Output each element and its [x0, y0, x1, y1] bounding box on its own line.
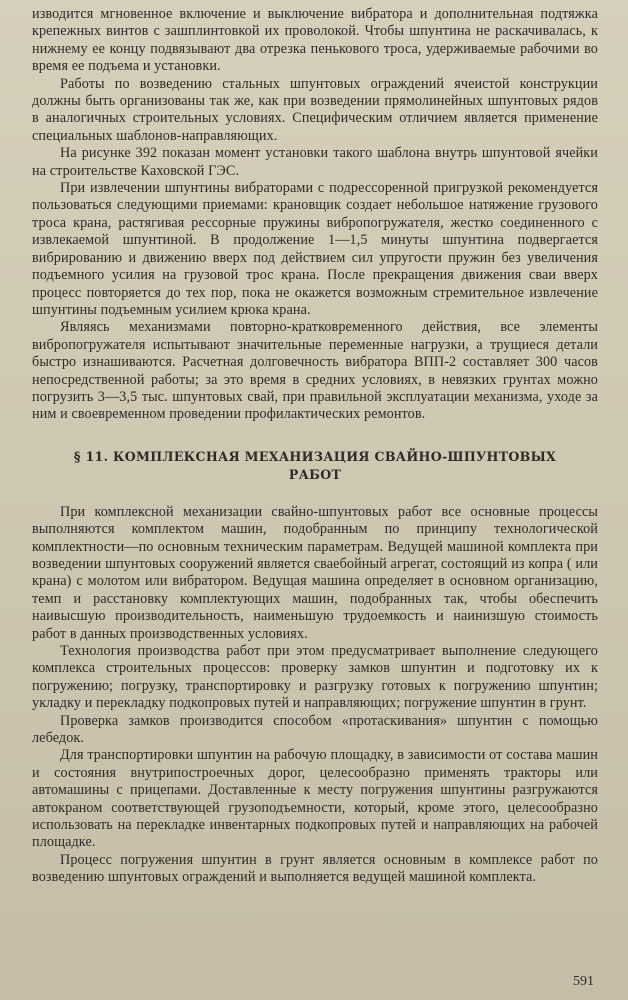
- paragraph: Работы по возведению стальных шпунтовых ограждений ячеистой конструкции должны быть организованы так же, как при возведении прямолинейных шпунтовых рядов в аналогичных строительных условиях. Специфическим отличием является применение специальных шаблонов-направляющих.: [32, 75, 598, 144]
- paragraph: Для транспортировки шпунтин на рабочую площадку, в зависимости от состава машин и состояния внутрипостроечных дорог, целесообразно применять тракторы или автомашины с прицепами. Доставленные к месту погружения шпунтины разгружаются автокраном соответствующей грузоподъемности, который, кроме этого, целесообразно использовать на перекладке инвентарных подкопровых путей и направляющих на рабочей площадке.: [32, 747, 598, 851]
- paragraph: изводится мгновенное включение и выключение вибратора и дополнительная подтяжка крепежных винтов с зашплинтовкой их проволокой. Чтобы шпунтина не раскачивалась, к нижнему ее концу подвязывают два отрезка пенькового троса, удерживаемые рабочими во время ее подъема и установки.: [32, 6, 598, 75]
- section-heading-line2: РАБОТ: [288, 466, 342, 482]
- paragraph: Технология производства работ при этом предусматривает выполнение следующего комплекса строительных процессов: проверку замков шпунтин и подготовку их к погружению; погрузку, транспортировку и разгрузку готовых к погружению шпунтин; укладку и перекладку подкопровых путей и направляющих; погружение шпунтин в грунт.: [32, 643, 598, 712]
- section-heading: [52, 448, 578, 484]
- paragraph: Процесс погружения шпунтин в грунт является основным в комплексе работ по возведению шпунтовых ограждений и выполняется ведущей машиной комплекта.: [32, 851, 598, 886]
- paragraph: При комплексной механизации свайно-шпунтовых работ все основные процессы выполняются комплектом машин, подобранным по принципу технологической комплектности—по основным техническим параметрам. Ведущей машиной комплекта при возведении шпунтовых сооружений является сваебойный агрегат, состоящий из копра ( или крана) с молотом или вибратором. Ведущая машина определяет в основном организацию, темп и расстановку комплектующих машин, подобранных так, чтобы обеспечить наивысшую производительность, наименьшую трудоемкость и наинизшую стоимость работ в данных производственных условиях.: [32, 503, 598, 642]
- paragraph: На рисунке 392 показан момент установки такого шаблона внутрь шпунтовой ячейки на строительстве Каховской ГЭС.: [32, 145, 598, 179]
- section-heading-line1: § 11. КОМПЛЕКСНАЯ МЕХАНИЗАЦИЯ СВАЙНО-ШПУНТОВЫХ: [73, 448, 557, 464]
- page-number: 591: [573, 974, 594, 989]
- paragraph: Проверка замков производится способом «протаскивания» шпунтин с помощью лебедок.: [32, 712, 598, 747]
- paragraph: При извлечении шпунтины вибраторами с подрессоренной пригрузкой рекомендуется пользоваться следующими приемами: крановщик создает небольшое натяжение грузового троса крана, растягивая рессорные пружины вибропогружателя, жестко соединенного с извлекаемой шпунтиной. В продолжение 1—1,5 минуты шпунтина подвергается вибрированию и движению вверх под действием сил упругости пружин без увеличения подъемного усилия на грузовой трос крана. После прекращения движения сваи вверх процесс повторяется до тех пор, пока не окажется возможным стремительное извлечение шпунтины подъемным усилием крюка крана.: [32, 180, 598, 318]
- paragraph: Являясь механизмами повторно-кратковременного действия, все элементы вибропогружателя испытывают значительные переменные нагрузки, а трущиеся детали быстро изнашиваются. Расчетная долговечность вибратора ВПП-2 составляет 300 часов непосредственной работы; за это время в средних условиях, в невязких грунтах можно погрузить 3—3,5 тыс. шпунтовых свай, при правильной эксплуатации механизма, уходе за ним и своевременном проведении профилактических ремонтов.: [32, 319, 598, 423]
